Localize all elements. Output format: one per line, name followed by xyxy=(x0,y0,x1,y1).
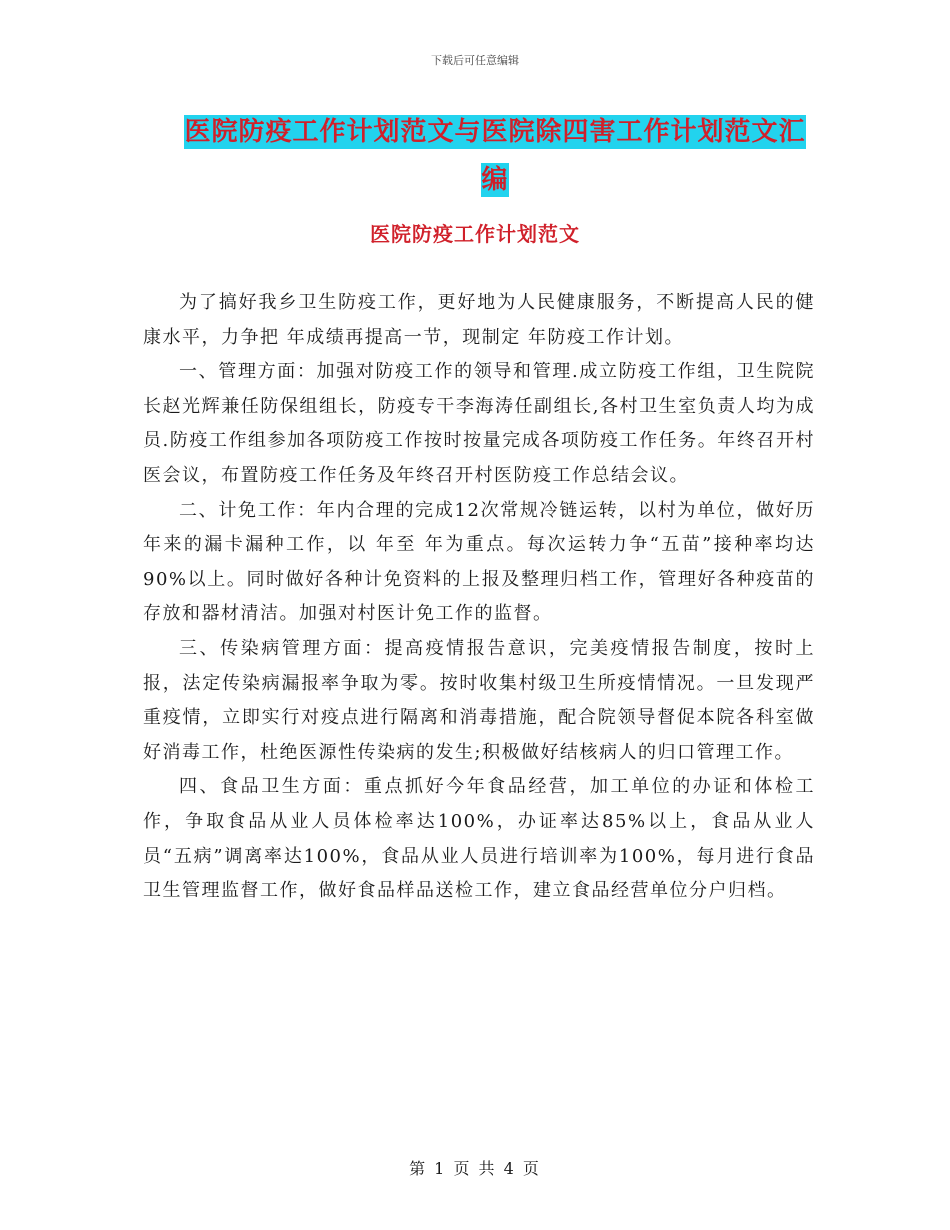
page-footer: 第 1 页 共 4 页 xyxy=(409,1159,541,1178)
paragraph-food-hygiene: 四、食品卫生方面：重点抓好今年食品经营，加工单位的办证和体检工作，争取食品从业人员体检率达100%，办证率达85%以上，食品从业人员“五病”调离率达100%，食品从业人员进行培训率为100%，每月进行食品卫生管理监督工作，做好食品样品送检工作，建立食品经营单位分户归档。 xyxy=(143,776,815,902)
section-title: 医院防疫工作计划范文 xyxy=(370,222,580,246)
title-line-1: 医院防疫工作计划范文与医院除四害工作计划范文汇 xyxy=(184,117,806,147)
paragraph-intro: 为了搞好我乡卫生防疫工作，更好地为人民健康服务，不断提高人民的健康水平，力争把 年成绩再提高一节，现制定 年防疫工作计划。 xyxy=(143,292,815,348)
body-text xyxy=(143,286,815,909)
document-title xyxy=(175,108,815,204)
paragraph-immunization: 二、计免工作：年内合理的完成12次常规冷链运转，以村为单位，做好历年来的漏卡漏种工作，以 年至 年为重点。每次运转力争“五苗”接种率均达90%以上。同时做好各种计免资料的上报及整理归档工作，管理好各种疫苗的存放和器材清洁。加强对村医计免工作的监督。 xyxy=(143,499,815,625)
paragraph-infectious-disease: 三、传染病管理方面：提高疫情报告意识，完美疫情报告制度，按时上报，法定传染病漏报率争取为零。按时收集村级卫生所疫情情况。一旦发现严重疫情，立即实行对疫点进行隔离和消毒措施，配合院领导督促本院各科室做好消毒工作，杜绝医源性传染病的发生;积极做好结核病人的归口管理工作。 xyxy=(143,637,815,763)
header-note: 下载后可任意编辑 xyxy=(431,54,519,67)
paragraph-management: 一、管理方面：加强对防疫工作的领导和管理.成立防疫工作组，卫生院院长赵光辉兼任防保组组长，防疫专干李海涛任副组长,各村卫生室负责人均为成员.防疫工作组参加各项防疫工作按时按量完成各项防疫工作任务。年终召开村医会议，布置防疫工作任务及年终召开村医防疫工作总结会议。 xyxy=(143,361,815,486)
title-line-2: 编 xyxy=(481,165,509,195)
